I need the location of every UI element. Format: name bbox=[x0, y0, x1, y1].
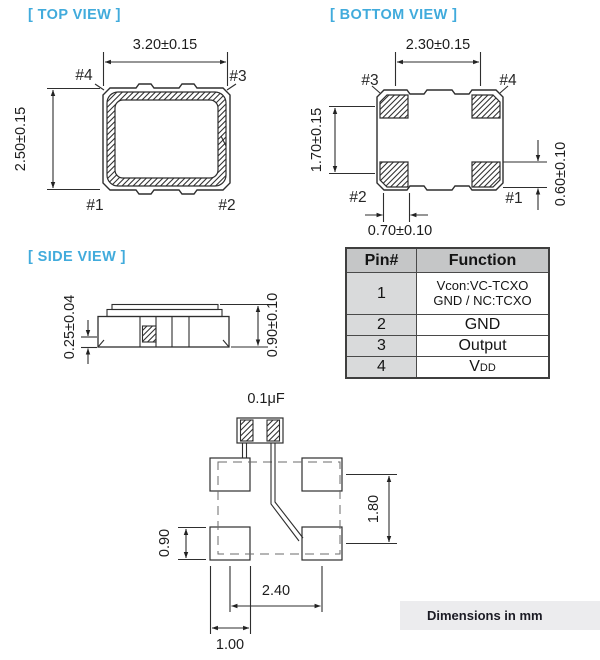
capacitor-terminal-left bbox=[241, 420, 254, 441]
bottom-pad-3 bbox=[380, 95, 408, 118]
land-pattern-drawing bbox=[178, 418, 397, 634]
pin-number: 4 bbox=[346, 357, 417, 378]
pad-thickness-dimension bbox=[81, 320, 97, 364]
bottom-width-dim-label: 2.30±0.15 bbox=[405, 37, 471, 53]
land-pad-bottom-right bbox=[302, 527, 342, 560]
castellation-tick-left bbox=[98, 340, 104, 347]
land-pad-top-right bbox=[302, 458, 342, 491]
units-note: Dimensions in mm bbox=[427, 608, 543, 623]
side-view-body bbox=[98, 317, 229, 348]
bottom-pad-height-dim-label: 0.60±0.10 bbox=[553, 141, 569, 207]
pin-function: Output bbox=[417, 336, 550, 357]
bottom-view-title: [ BOTTOM VIEW ] bbox=[330, 7, 458, 23]
top-view-lid bbox=[115, 100, 218, 178]
bottom-pad-2 bbox=[380, 162, 408, 187]
side-view-title: [ SIDE VIEW ] bbox=[28, 249, 126, 265]
table-row bbox=[346, 273, 549, 315]
top-view-title: [ TOP VIEW ] bbox=[28, 7, 121, 23]
land-pad-bottom-left bbox=[210, 527, 250, 560]
top-pin3-label: #3 bbox=[229, 68, 247, 85]
land-pad-height-dimension bbox=[178, 528, 206, 560]
pin-function-table bbox=[345, 247, 550, 379]
bottom-view-width-dimension bbox=[396, 52, 481, 86]
pin-function bbox=[417, 273, 550, 315]
top-pin4-label: #4 bbox=[75, 67, 93, 84]
capacitor-terminal-right bbox=[267, 420, 280, 441]
pin-number: 3 bbox=[346, 336, 417, 357]
bottom-pad-1 bbox=[472, 162, 500, 187]
top-width-dim-label: 3.20±0.15 bbox=[132, 37, 198, 53]
vertical-pitch-label: 1.80 bbox=[366, 494, 382, 524]
table-header-row bbox=[346, 248, 549, 273]
pin1-function-line2: GND / NC:TCXO bbox=[433, 292, 532, 308]
land-pad-height-label: 0.90 bbox=[157, 528, 173, 558]
top-height-dim-label: 2.50±0.15 bbox=[13, 106, 29, 172]
side-view-pad-section bbox=[143, 326, 157, 342]
bottom-pin2-label: #2 bbox=[349, 189, 367, 206]
top-pin1-label: #1 bbox=[86, 197, 104, 214]
pin-function: GND bbox=[417, 315, 550, 336]
table-row bbox=[346, 315, 549, 336]
bottom-pad-width-dim-label: 0.70±0.10 bbox=[367, 223, 433, 239]
bottom-pin4-label: #4 bbox=[499, 72, 517, 89]
table-row bbox=[346, 336, 549, 357]
bottom-pad-4 bbox=[472, 95, 500, 118]
horizontal-pitch-label: 2.40 bbox=[261, 583, 291, 599]
bottom-view-height-dimension bbox=[329, 107, 375, 174]
bottom-height-dim-label: 1.70±0.15 bbox=[309, 107, 325, 173]
vdd-subscript: DD bbox=[479, 361, 496, 374]
pad-width-dimension bbox=[365, 193, 428, 222]
bottom-pin3-label: #3 bbox=[361, 72, 379, 89]
side-view-lid-plate bbox=[112, 305, 218, 310]
vdd-main: V bbox=[469, 357, 480, 375]
capacitor-value-label: 0.1μF bbox=[247, 391, 285, 407]
pin4-leader bbox=[95, 84, 104, 90]
top-view-height-dimension bbox=[47, 89, 100, 190]
pin-function bbox=[417, 357, 550, 378]
top-pin2-label: #2 bbox=[218, 197, 236, 214]
land-pad-top-left bbox=[210, 458, 250, 491]
land-pad-width-label: 1.00 bbox=[215, 637, 245, 653]
side-view-drawing bbox=[81, 305, 268, 365]
units-note-band bbox=[400, 601, 600, 630]
function-column-header: Function bbox=[417, 248, 550, 273]
castellation-tick-right bbox=[223, 340, 229, 347]
side-view-lid-step bbox=[107, 310, 222, 317]
side-height-label: 0.90±0.10 bbox=[265, 292, 281, 358]
pin-column-header: Pin# bbox=[346, 248, 417, 273]
pin1-function-line1: Vcon:VC-TCXO bbox=[436, 278, 529, 293]
side-height-dimension bbox=[220, 305, 268, 348]
top-view-width-dimension bbox=[104, 52, 228, 86]
table-row bbox=[346, 357, 549, 378]
side-pad-thickness-label: 0.25±0.04 bbox=[62, 294, 78, 360]
bottom-pin1-label: #1 bbox=[505, 190, 523, 207]
capacitor-traces bbox=[243, 443, 304, 541]
pin-number: 2 bbox=[346, 315, 417, 336]
pin-number: 1 bbox=[346, 273, 417, 315]
